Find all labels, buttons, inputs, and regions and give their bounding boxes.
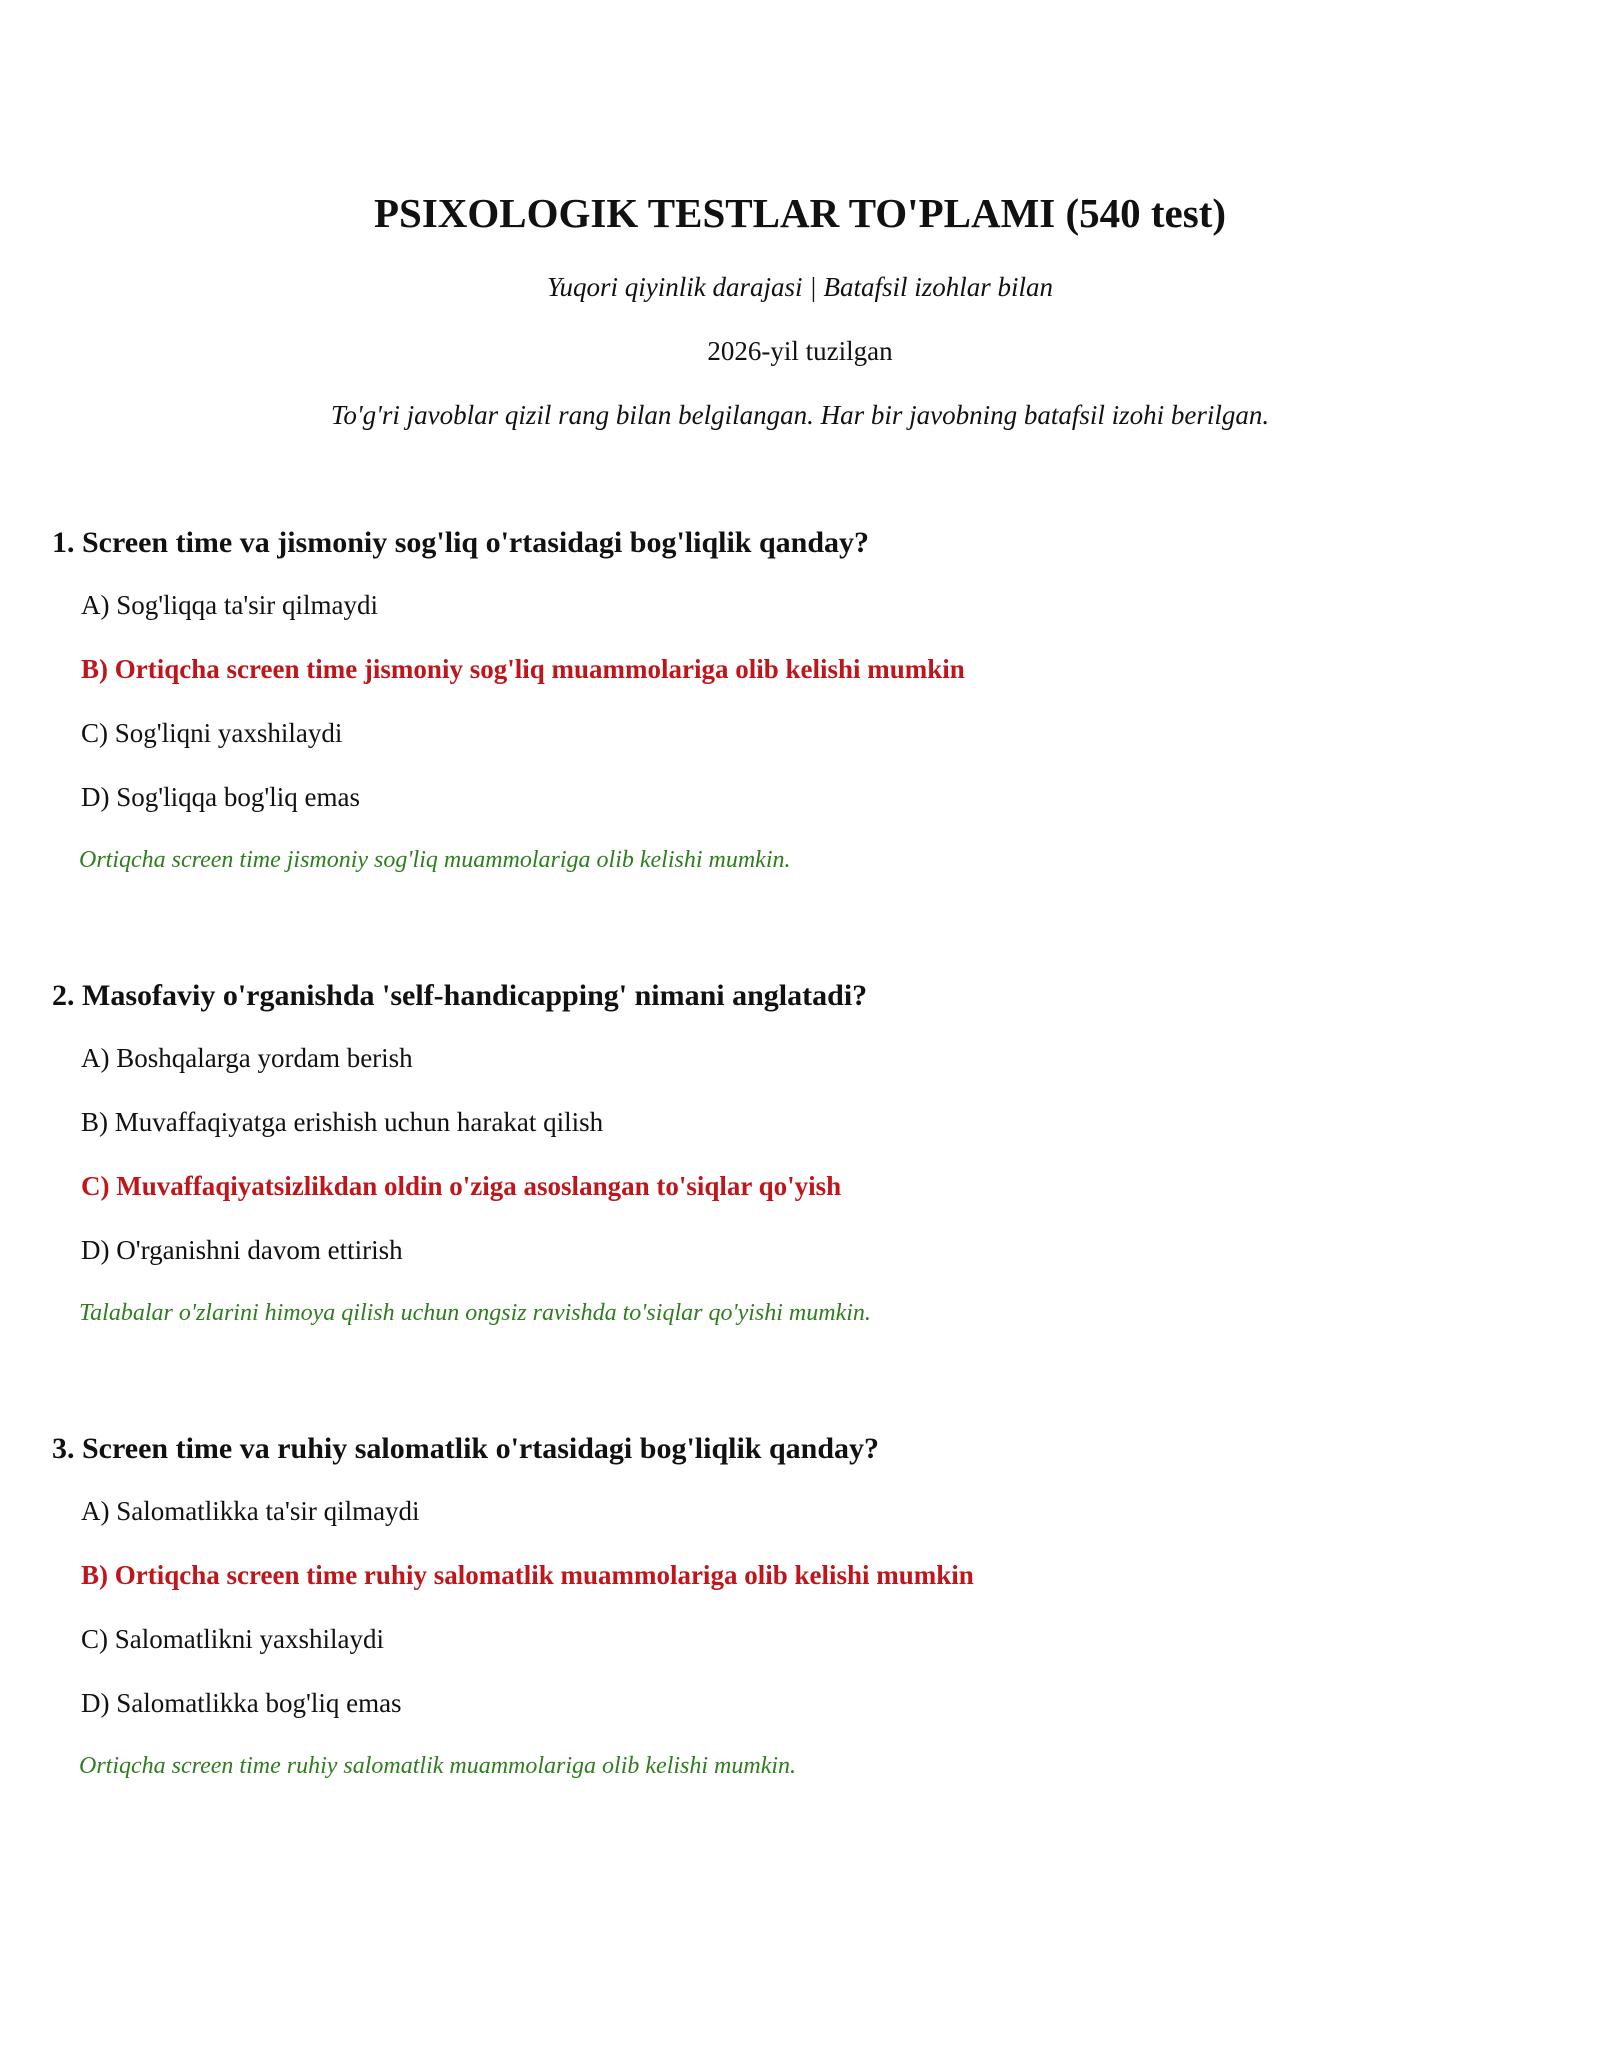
explanation: Ortiqcha screen time jismoniy sog'liq muammolariga olib kelishi mumkin. <box>79 847 791 873</box>
option-d: D) Salomatlikka bog'liq emas <box>81 1688 402 1718</box>
instructions-note: To'g'ri javoblar qizil rang bilan belgilangan. Har bir javobning batafsil izohi berilgan. <box>330 400 1270 430</box>
question-text: 2. Masofaviy o'rganishda 'self-handicapping' nimani anglatadi? <box>52 979 868 1012</box>
page-title: PSIXOLOGIK TESTLAR TO'PLAMI (540 test) <box>373 190 1226 236</box>
option-b-correct: B) Ortiqcha screen time ruhiy salomatlik muammolariga olib kelishi mumkin <box>81 1560 974 1590</box>
option-b: B) Muvaffaqiyatga erishish uchun harakat qilish <box>81 1107 604 1137</box>
option-d: D) Sog'liqqa bog'liq emas <box>81 782 360 812</box>
question-text: 3. Screen time va ruhiy salomatlik o'rtasidagi bog'liqlik qanday? <box>52 1432 880 1465</box>
option-a: A) Salomatlikka ta'sir qilmaydi <box>81 1496 420 1526</box>
option-a: A) Boshqalarga yordam berish <box>81 1043 413 1073</box>
question-text: 1. Screen time va jismoniy sog'liq o'rtasidagi bog'liqlik qanday? <box>52 526 870 559</box>
year-line: 2026-yil tuzilgan <box>707 336 893 366</box>
option-b-correct: B) Ortiqcha screen time jismoniy sog'liq muammolariga olib kelishi mumkin <box>81 654 965 684</box>
option-a: A) Sog'liqqa ta'sir qilmaydi <box>81 590 378 620</box>
option-c: C) Sog'liqni yaxshilaydi <box>81 718 343 748</box>
option-c-correct: C) Muvaffaqiyatsizlikdan oldin o'ziga asoslangan to'siqlar qo'yish <box>81 1171 842 1201</box>
option-c: C) Salomatlikni yaxshilaydi <box>81 1624 384 1654</box>
subtitle: Yuqori qiyinlik darajasi | Batafsil izohlar bilan <box>547 272 1053 302</box>
option-d: D) O'rganishni davom ettirish <box>81 1235 403 1265</box>
explanation: Ortiqcha screen time ruhiy salomatlik muammolariga olib kelishi mumkin. <box>79 1753 797 1779</box>
explanation: Talabalar o'zlarini himoya qilish uchun ongsiz ravishda to'siqlar qo'yishi mumkin. <box>79 1300 871 1326</box>
